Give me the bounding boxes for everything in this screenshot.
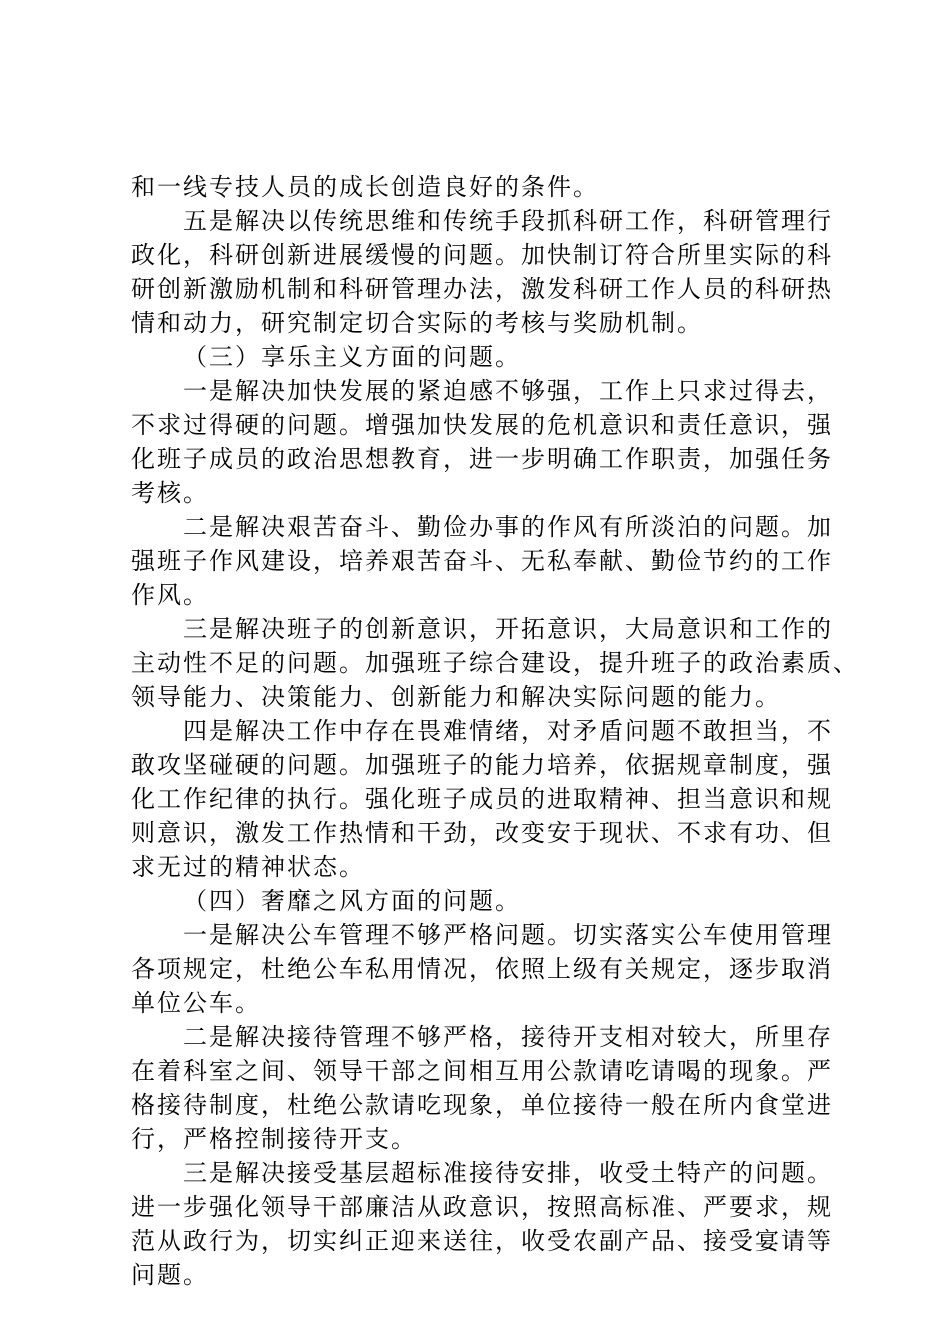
paragraph-line: 考核。	[131, 479, 209, 507]
paragraph-line: 则意识，激发工作热情和干劲，改变安于现状、不求有功、但	[131, 819, 833, 847]
paragraph-line: 情和动力，研究制定切合实际的考核与奖励机制。	[131, 309, 703, 337]
paragraph-line: 不求过得硬的问题。增强加快发展的危机意识和责任意识，强	[131, 411, 833, 439]
paragraph-line: 在着科室之间、领导干部之间相互用公款请吃请喝的现象。严	[131, 1057, 833, 1085]
paragraph-first-line: （三）享乐主义方面的问题。	[183, 343, 521, 371]
paragraph-first-line: （四）奢靡之风方面的问题。	[183, 887, 521, 915]
paragraph-first-line: 二是解决接待管理不够严格，接待开支相对较大，所里存	[183, 1023, 833, 1051]
paragraph-line: 强班子作风建设，培养艰苦奋斗、无私奉献、勤俭节约的工作	[131, 547, 833, 575]
paragraph-line: 研创新激励机制和科研管理办法，激发科研工作人员的科研热	[131, 275, 833, 303]
paragraph-line: 范从政行为，切实纠正迎来送往，收受农副产品、接受宴请等	[131, 1227, 833, 1255]
paragraph-line: 作风。	[131, 581, 209, 609]
paragraph-line: 各项规定，杜绝公车私用情况，依照上级有关规定，逐步取消	[131, 955, 833, 983]
paragraph-first-line: 四是解决工作中存在畏难情绪，对矛盾问题不敢担当，不	[183, 717, 833, 745]
document-body	[131, 170, 859, 1292]
paragraph-line: 化工作纪律的执行。强化班子成员的进取精神、担当意识和规	[131, 785, 833, 813]
paragraph-line: 主动性不足的问题。加强班子综合建设，提升班子的政治素质、	[131, 649, 859, 677]
paragraph-first-line: 五是解决以传统思维和传统手段抓科研工作，科研管理行	[183, 207, 833, 235]
paragraph-line: 行，严格控制接待开支。	[131, 1125, 417, 1153]
paragraph-line: 领导能力、决策能力、创新能力和解决实际问题的能力。	[131, 683, 781, 711]
paragraph-first-line: 三是解决接受基层超标准接待安排，收受土特产的问题。	[183, 1159, 833, 1187]
paragraph-first-line: 三是解决班子的创新意识，开拓意识，大局意识和工作的	[183, 615, 833, 643]
paragraph-line: 化班子成员的政治思想教育，进一步明确工作职责，加强任务	[131, 445, 833, 473]
paragraph-first-line: 一是解决加快发展的紧迫感不够强，工作上只求过得去，	[183, 377, 833, 405]
paragraph-line: 求无过的精神状态。	[131, 853, 365, 881]
paragraph-line: 敢攻坚碰硬的问题。加强班子的能力培养，依据规章制度，强	[131, 751, 833, 779]
paragraph-line: 政化，科研创新进展缓慢的问题。加快制订符合所里实际的科	[131, 241, 833, 269]
paragraph-first-line: 一是解决公车管理不够严格问题。切实落实公车使用管理	[183, 921, 833, 949]
paragraph-line: 格接待制度，杜绝公款请吃现象，单位接待一般在所内食堂进	[131, 1091, 833, 1119]
paragraph-line: 问题。	[131, 1261, 209, 1289]
paragraph-line: 和一线专技人员的成长创造良好的条件。	[131, 173, 599, 201]
paragraph-line: 单位公车。	[131, 989, 261, 1017]
paragraph-line: 进一步强化领导干部廉洁从政意识，按照高标准、严要求，规	[131, 1193, 833, 1221]
paragraph-first-line: 二是解决艰苦奋斗、勤俭办事的作风有所淡泊的问题。加	[183, 513, 833, 541]
